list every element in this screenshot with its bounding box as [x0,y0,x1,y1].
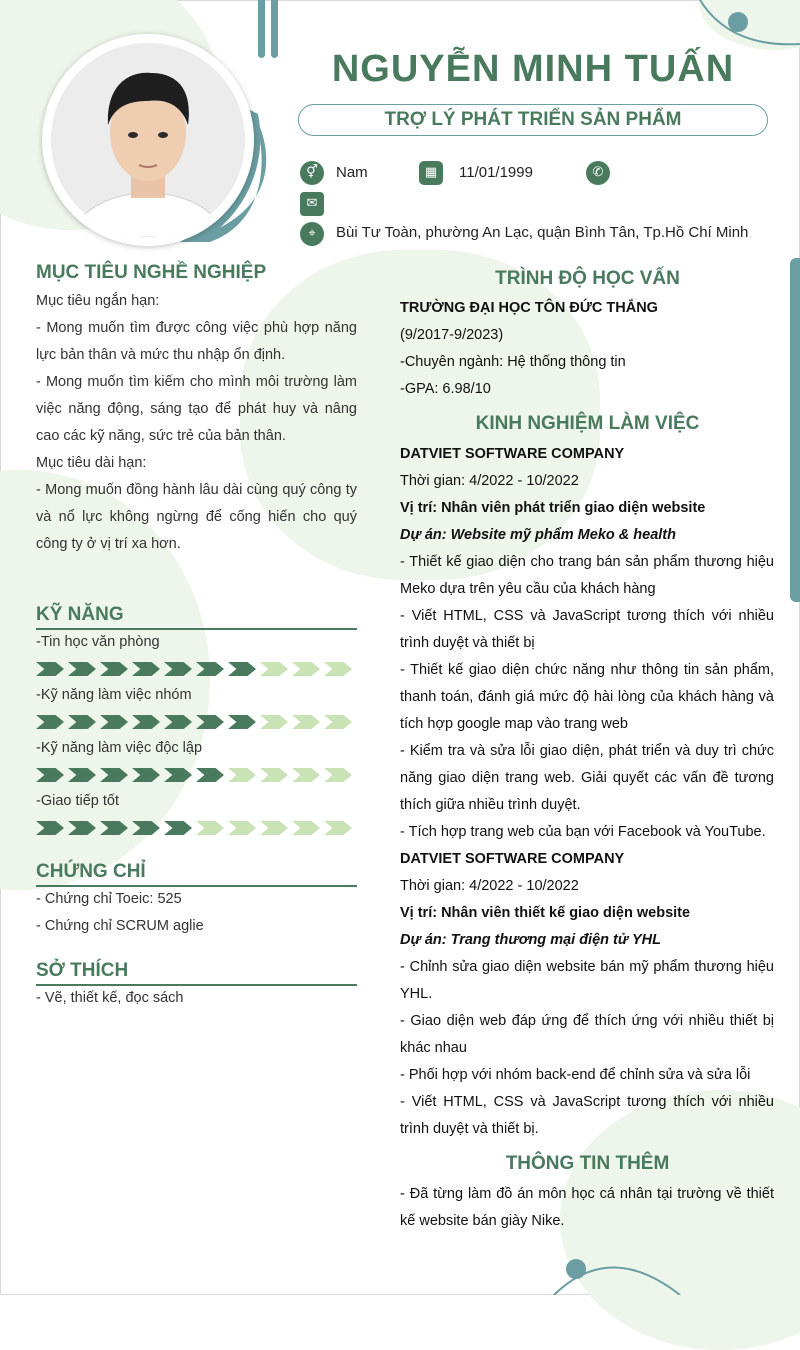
skill-chevron-empty [292,715,320,729]
skill-label: -Giao tiếp tốt [36,793,120,809]
job-title: TRỢ LÝ PHÁT TRIỂN SẢN PHẨM [298,104,768,136]
company-name: DATVIET SOFTWARE COMPANY [400,446,625,462]
job-task: - Thiết kế giao diện chức năng như thông tin sản phẩm, thanh toán, đánh giá mức độ hài lòng của khách hàng và tích hợp google map vào trang web [400,662,774,732]
skill-chevron-filled [132,715,160,729]
skill-chevron-filled [228,715,256,729]
location-icon: ⌖ [300,222,324,246]
profile-photo [51,43,245,237]
skill-chevron-filled [36,662,64,676]
section-title-certificates: CHỨNG CHỈ [36,861,357,887]
hobby-item: - Vẽ, thiết kế, đọc sách [36,990,184,1006]
objective-line: - Mong muốn đồng hành lâu dài cùng quý công ty và nổ lực không ngừng để cống hiến cho quý công ty ở vị trí xa hơn. [36,482,357,552]
candidate-name: NGUYỄN MINH TUẤN [331,48,735,90]
skill-chevron-filled [36,821,64,835]
job-task: - Thiết kế giao diện cho trang bán sản phẩm thương hiệu Meko dựa trên yêu cầu của khách hàng [400,554,774,597]
skill-bar [36,821,352,835]
job-project: Dự án: Website mỹ phẩm Meko & health [400,527,676,543]
job-position: Vị trí: Nhân viên phát triển giao diện website [400,500,706,516]
skill-chevron-filled [164,821,192,835]
skill-chevron-filled [100,821,128,835]
school-name: TRƯỜNG ĐẠI HỌC TÔN ĐỨC THẮNG [400,300,658,316]
section-title-extra: THÔNG TIN THÊM [505,1153,670,1174]
skill-chevron-filled [36,715,64,729]
skill-chevron-filled [196,662,224,676]
extra-text: - Đã từng làm đồ án môn học cá nhân tại trường về thiết kế website bán giày Nike. [400,1186,774,1229]
phone-icon: ✆ [586,161,610,185]
deco-arc-bottom [550,1250,700,1295]
skill-chevron-filled [228,662,256,676]
skill-chevron-filled [68,715,96,729]
major: -Chuyên ngành: Hệ thống thông tin [400,354,626,370]
skill-chevron-filled [164,768,192,782]
calendar-icon: ▦ [419,161,443,185]
company-name: DATVIET SOFTWARE COMPANY [400,851,625,867]
skill-bar [36,768,352,782]
skill-chevron-empty [228,821,256,835]
skill-chevron-filled [132,821,160,835]
skill-chevron-filled [100,768,128,782]
skill-bar [36,662,352,676]
job-project: Dự án: Trang thương mại điện tử YHL [400,932,661,948]
skill-chevron-empty [260,715,288,729]
job-task: - Kiểm tra và sửa lỗi giao diện, phát triển và duy trì chức năng giao diện trang web. Giải quyết các vấn đề tương thích giữa nhiều trình duyệt. [400,743,774,813]
education-block [400,295,774,403]
deco-bar-1 [258,0,265,58]
skill-chevron-filled [132,662,160,676]
experience-block [400,441,774,1143]
study-period: (9/2017-9/2023) [400,327,504,343]
job-time: Thời gian: 4/2022 - 10/2022 [400,473,579,489]
objective-line: Mục tiêu dài hạn: [36,455,147,471]
section-title-experience: KINH NGHIỆM LÀM VIỆC [475,413,700,434]
job-task: - Viết HTML, CSS và JavaScript tương thích với nhiều trình duyệt và thiết bị. [400,1094,774,1137]
skill-label: -Tin học văn phòng [36,634,160,650]
skill-chevron-filled [36,768,64,782]
skill-chevron-filled [68,768,96,782]
dob-text: 11/01/1999 [459,164,533,181]
section-title-hobbies: SỞ THÍCH [36,960,357,986]
hobbies-list [36,985,357,1012]
skill-chevron-empty [324,821,352,835]
skill-chevron-filled [68,821,96,835]
skill-chevron-empty [196,821,224,835]
section-title-education: TRÌNH ĐỘ HỌC VẤN [495,268,680,289]
skill-chevron-filled [100,662,128,676]
extra-block [400,1181,774,1235]
job-task: - Tích hợp trang web của bạn với Facebook và YouTube. [400,824,766,840]
address-text: Bùi Tư Toàn, phường An Lạc, quận Bình Tân, Tp.Hồ Chí Minh [336,224,749,241]
skill-bar [36,715,352,729]
certificate-item: - Chứng chỉ Toeic: 525 [36,891,182,907]
deco-bar-2 [271,0,278,58]
job-time: Thời gian: 4/2022 - 10/2022 [400,878,579,894]
skill-chevron-filled [132,768,160,782]
section-title-skills: KỸ NĂNG [36,604,357,630]
mail-icon: ✉ [300,192,324,216]
gender-text: Nam [336,164,368,181]
skill-label: -Kỹ năng làm việc nhóm [36,687,192,703]
skill-chevron-filled [100,715,128,729]
objective-line: Mục tiêu ngắn hạn: [36,293,160,309]
objective-line: - Mong muốn tìm được công việc phù hợp năng lực bản thân và mức thu nhập ổn định. [36,320,357,363]
skill-chevron-empty [260,821,288,835]
skill-chevron-filled [164,662,192,676]
gpa: -GPA: 6.98/10 [400,381,491,397]
skill-chevron-empty [260,768,288,782]
job-task: - Giao diện web đáp ứng để thích ứng với nhiều thiết bị khác nhau [400,1013,774,1056]
job-task: - Chỉnh sửa giao diện website bán mỹ phẩm thương hiệu YHL. [400,959,774,1002]
skill-label: -Kỹ năng làm việc độc lập [36,740,203,756]
skill-chevron-filled [196,715,224,729]
skill-chevron-empty [292,821,320,835]
skill-chevron-empty [260,662,288,676]
objective-text [36,288,357,558]
job-task: - Phối hợp với nhóm back-end để chỉnh sửa và sửa lỗi [400,1067,751,1083]
scrollbar-thumb[interactable] [790,258,800,602]
gender-icon: ⚥ [300,161,324,185]
skill-chevron-filled [164,715,192,729]
skill-chevron-empty [292,662,320,676]
skill-chevron-empty [324,662,352,676]
skill-chevron-filled [196,768,224,782]
certificate-item: - Chứng chỉ SCRUM aglie [36,918,204,934]
job-task: - Viết HTML, CSS và JavaScript tương thích với nhiều trình duyệt và thiết bị [400,608,774,651]
skill-chevron-empty [324,768,352,782]
skill-chevron-filled [68,662,96,676]
certificates-list [36,886,357,940]
skill-chevron-empty [292,768,320,782]
objective-line: - Mong muốn tìm kiếm cho mình môi trường làm việc năng động, sáng tạo để phát huy và nâng cao các kỹ năng, sức trẻ của bản thân. [36,374,357,444]
job-position: Vị trí: Nhân viên thiết kế giao diện website [400,905,691,921]
skill-chevron-empty [228,768,256,782]
skill-chevron-empty [324,715,352,729]
section-title-objective: MỤC TIÊU NGHỀ NGHIỆP [36,262,267,283]
